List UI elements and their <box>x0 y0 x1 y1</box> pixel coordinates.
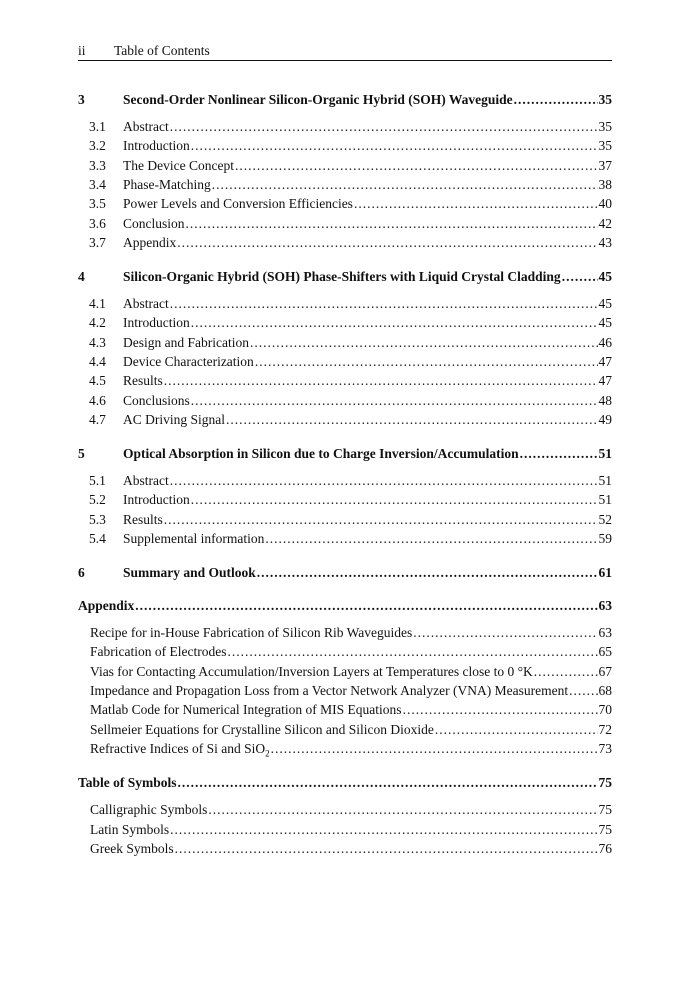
entry-page-number: 65 <box>598 644 612 659</box>
dot-leader <box>562 268 598 286</box>
toc-section-entry[interactable] <box>78 682 612 700</box>
entry-title-text: Appendix <box>78 598 135 613</box>
entry-title-text: Optical Absorption in Silicon due to Charge Inversion/Accumulation <box>123 446 519 461</box>
entry-number: 5.4 <box>89 531 106 546</box>
dot-leader <box>191 392 598 410</box>
entry-title-subscript: 2 <box>265 748 270 759</box>
entry-page-number: 75 <box>598 822 612 837</box>
entry-title <box>90 643 226 661</box>
entry-number: 3.5 <box>89 196 106 211</box>
entry-number: 4.3 <box>89 335 106 350</box>
entry-page-number: 35 <box>598 92 612 107</box>
dot-leader <box>177 234 597 252</box>
toc-section-entry[interactable] <box>78 411 612 429</box>
entry-title <box>123 334 249 352</box>
entry-title <box>123 353 254 371</box>
toc-part-entry[interactable] <box>78 597 612 615</box>
entry-title-text: Power Levels and Conversion Efficiencies <box>123 196 353 211</box>
entry-number: 3.6 <box>89 216 106 231</box>
entry-title <box>123 195 353 213</box>
entry-title-text: Greek Symbols <box>90 841 174 856</box>
entry-page-number: 40 <box>598 196 612 211</box>
entry-title-text: Abstract <box>123 473 169 488</box>
dot-leader <box>135 597 597 615</box>
dot-leader <box>186 215 598 233</box>
entry-page-number: 68 <box>598 683 612 698</box>
toc-chapter-entry[interactable] <box>78 268 612 286</box>
dot-leader <box>191 137 598 155</box>
entry-page-number: 52 <box>598 512 612 527</box>
entry-number: 4.7 <box>89 412 106 427</box>
entry-title-text: Introduction <box>123 492 190 507</box>
entry-number: 4.4 <box>89 354 106 369</box>
entry-page-number: 72 <box>598 722 612 737</box>
entry-title <box>123 472 169 490</box>
entry-title-text: Refractive Indices of Si and SiO <box>90 741 266 756</box>
dot-leader <box>435 721 598 739</box>
entry-title <box>90 663 533 681</box>
entry-title-text: Second-Order Nonlinear Silicon-Organic Hybrid (SOH) Waveguide <box>123 92 513 107</box>
entry-title-text: Matlab Code for Numerical Integration of MIS Equations <box>90 702 402 717</box>
entry-number: 4 <box>78 269 85 284</box>
entry-page-number: 67 <box>598 664 612 679</box>
toc-section-entry[interactable] <box>78 643 612 661</box>
toc-section-entry[interactable] <box>78 392 612 410</box>
dot-leader <box>271 740 598 758</box>
entry-page-number: 47 <box>598 373 612 388</box>
toc-section-entry[interactable] <box>78 624 612 642</box>
dot-leader <box>164 511 598 529</box>
dot-leader <box>235 157 598 175</box>
entry-title-text: AC Driving Signal <box>123 412 226 427</box>
dot-leader <box>178 774 598 792</box>
entry-title-text: Abstract <box>123 296 169 311</box>
entry-page-number: 35 <box>598 138 612 153</box>
toc-section-entry[interactable] <box>78 821 612 839</box>
entry-page-number: 48 <box>598 393 612 408</box>
entry-title <box>123 564 256 582</box>
toc-section-entry[interactable] <box>78 314 612 332</box>
dot-leader <box>534 663 598 681</box>
entry-title <box>78 774 177 792</box>
toc-section-entry[interactable] <box>78 234 612 252</box>
entry-number: 3 <box>78 92 85 107</box>
entry-title-text: Table of Symbols <box>78 775 177 790</box>
entry-title-text: Fabrication of Electrodes <box>90 644 227 659</box>
dot-leader <box>170 118 598 136</box>
entry-title <box>123 372 163 390</box>
entry-title <box>123 215 185 233</box>
entry-page-number: 63 <box>598 625 612 640</box>
entry-title-text: Calligraphic Symbols <box>90 802 208 817</box>
toc-section-entry[interactable] <box>78 157 612 175</box>
entry-page-number: 45 <box>598 269 612 284</box>
entry-title-text: The Device Concept <box>123 158 234 173</box>
entry-title <box>123 157 234 175</box>
entry-page-number: 38 <box>598 177 612 192</box>
dot-leader <box>227 643 597 661</box>
toc-chapter-entry[interactable] <box>78 445 612 463</box>
entry-title <box>123 91 513 109</box>
entry-title-text: Sellmeier Equations for Crystalline Silicon and Silicon Dioxide <box>90 722 434 737</box>
entry-title <box>123 511 163 529</box>
toc-section-entry[interactable] <box>78 295 612 313</box>
dot-leader <box>170 472 598 490</box>
entry-number: 3.4 <box>89 177 106 192</box>
dot-leader <box>191 314 598 332</box>
entry-page-number: 47 <box>598 354 612 369</box>
entry-number: 3.1 <box>89 119 106 134</box>
entry-page-number: 35 <box>598 119 612 134</box>
entry-page-number: 51 <box>598 473 612 488</box>
toc-section-entry[interactable] <box>78 353 612 371</box>
dot-leader <box>170 821 597 839</box>
entry-number: 3.7 <box>89 235 106 250</box>
dot-leader <box>569 682 597 700</box>
toc-section-entry[interactable] <box>78 840 612 858</box>
dot-leader <box>170 295 598 313</box>
entry-page-number: 37 <box>598 158 612 173</box>
entry-number: 3.3 <box>89 158 106 173</box>
toc-section-entry[interactable] <box>78 372 612 390</box>
dot-leader <box>226 411 597 429</box>
entry-number: 5.2 <box>89 492 106 507</box>
entry-title <box>90 840 174 858</box>
entry-title <box>90 801 207 819</box>
entry-title-text: Recipe for in-House Fabrication of Silicon Rib Waveguides <box>90 625 413 640</box>
entry-title <box>90 721 434 739</box>
entry-number: 5.3 <box>89 512 106 527</box>
toc-section-entry[interactable] <box>78 491 612 509</box>
dot-leader <box>175 840 598 858</box>
entry-title <box>123 176 211 194</box>
entry-title-text: Introduction <box>123 315 190 330</box>
entry-title <box>90 740 270 763</box>
entry-page-number: 59 <box>598 531 612 546</box>
entry-page-number: 73 <box>598 741 612 756</box>
entry-title <box>123 445 519 463</box>
entry-number: 4.6 <box>89 393 106 408</box>
entry-title <box>123 392 190 410</box>
entry-title <box>123 491 190 509</box>
entry-number: 3.2 <box>89 138 106 153</box>
toc-section-entry[interactable] <box>78 137 612 155</box>
entry-number: 4.2 <box>89 315 106 330</box>
entry-page-number: 70 <box>598 702 612 717</box>
toc-section-entry[interactable] <box>78 701 612 719</box>
entry-title-text: Abstract <box>123 119 169 134</box>
entry-title <box>90 821 169 839</box>
entry-page-number: 76 <box>598 841 612 856</box>
dot-leader <box>257 564 598 582</box>
entry-page-number: 63 <box>598 598 612 613</box>
dot-leader <box>520 445 598 463</box>
toc-section-entry[interactable] <box>78 511 612 529</box>
toc-section-entry[interactable] <box>78 334 612 352</box>
entry-title <box>123 234 176 252</box>
entry-title-text: Supplemental information <box>123 531 265 546</box>
entry-page-number: 42 <box>598 216 612 231</box>
entry-title-text: Results <box>123 373 163 388</box>
page-number: ii <box>78 43 86 58</box>
entry-title <box>90 624 412 642</box>
dot-leader <box>191 491 598 509</box>
entry-title-text: Latin Symbols <box>90 822 170 837</box>
toc-section-entry[interactable] <box>78 195 612 213</box>
dot-leader <box>403 701 598 719</box>
entry-page-number: 51 <box>598 446 612 461</box>
running-header-title: Table of Contents <box>114 43 210 58</box>
dot-leader <box>164 372 598 390</box>
entry-number: 4.1 <box>89 296 106 311</box>
toc-section-entry[interactable] <box>78 740 612 758</box>
entry-page-number: 75 <box>598 802 612 817</box>
entry-title-text: Conclusions <box>123 393 190 408</box>
toc-section-entry[interactable] <box>78 530 612 548</box>
entry-title <box>78 597 134 615</box>
entry-title <box>123 295 169 313</box>
entry-page-number: 46 <box>598 335 612 350</box>
entry-page-number: 75 <box>598 775 612 790</box>
entry-title-text: Impedance and Propagation Loss from a Vector Network Analyzer (VNA) Measurement <box>90 683 569 698</box>
toc-section-entry[interactable] <box>78 721 612 739</box>
entry-page-number: 45 <box>598 296 612 311</box>
dot-leader <box>514 91 598 109</box>
entry-title <box>123 137 190 155</box>
toc-part-entry[interactable] <box>78 774 612 792</box>
entry-title-text: Vias for Contacting Accumulation/Inversion Layers at Temperatures close to 0 °K <box>90 664 533 679</box>
entry-title-text: Conclusion <box>123 216 185 231</box>
toc-section-entry[interactable] <box>78 215 612 233</box>
dot-leader <box>250 334 598 352</box>
toc-section-entry[interactable] <box>78 801 612 819</box>
entry-title-text: Summary and Outlook <box>123 565 256 580</box>
dot-leader <box>212 176 598 194</box>
dot-leader <box>208 801 597 819</box>
entry-title-text: Results <box>123 512 163 527</box>
dot-leader <box>265 530 597 548</box>
entry-title-text: Device Characterization <box>123 354 254 369</box>
toc-section-entry[interactable] <box>78 472 612 490</box>
entry-number: 5 <box>78 446 85 461</box>
entry-number: 6 <box>78 565 85 580</box>
entry-title-text: Design and Fabrication <box>123 335 249 350</box>
toc-section-entry[interactable] <box>78 176 612 194</box>
entry-page-number: 43 <box>598 235 612 250</box>
dot-leader <box>354 195 598 213</box>
entry-number: 4.5 <box>89 373 106 388</box>
running-header <box>78 43 612 61</box>
toc-section-entry[interactable] <box>78 118 612 136</box>
entry-page-number: 61 <box>598 565 612 580</box>
entry-title-text: Phase-Matching <box>123 177 211 192</box>
entry-title-text: Appendix <box>123 235 177 250</box>
entry-page-number: 51 <box>598 492 612 507</box>
entry-title <box>123 411 225 429</box>
entry-title <box>90 682 568 700</box>
dot-leader <box>255 353 598 371</box>
entry-title <box>123 530 264 548</box>
entry-title <box>123 314 190 332</box>
entry-title <box>123 118 169 136</box>
dot-leader <box>413 624 597 642</box>
toc-chapter-entry[interactable] <box>78 564 612 582</box>
entry-title <box>123 268 561 286</box>
toc-chapter-entry[interactable] <box>78 91 612 109</box>
entry-title <box>90 701 402 719</box>
entry-title-text: Introduction <box>123 138 190 153</box>
entry-title-text: Silicon-Organic Hybrid (SOH) Phase-Shifters with Liquid Crystal Cladding <box>123 269 561 284</box>
toc-section-entry[interactable] <box>78 663 612 681</box>
entry-page-number: 49 <box>598 412 612 427</box>
entry-number: 5.1 <box>89 473 106 488</box>
entry-page-number: 45 <box>598 315 612 330</box>
